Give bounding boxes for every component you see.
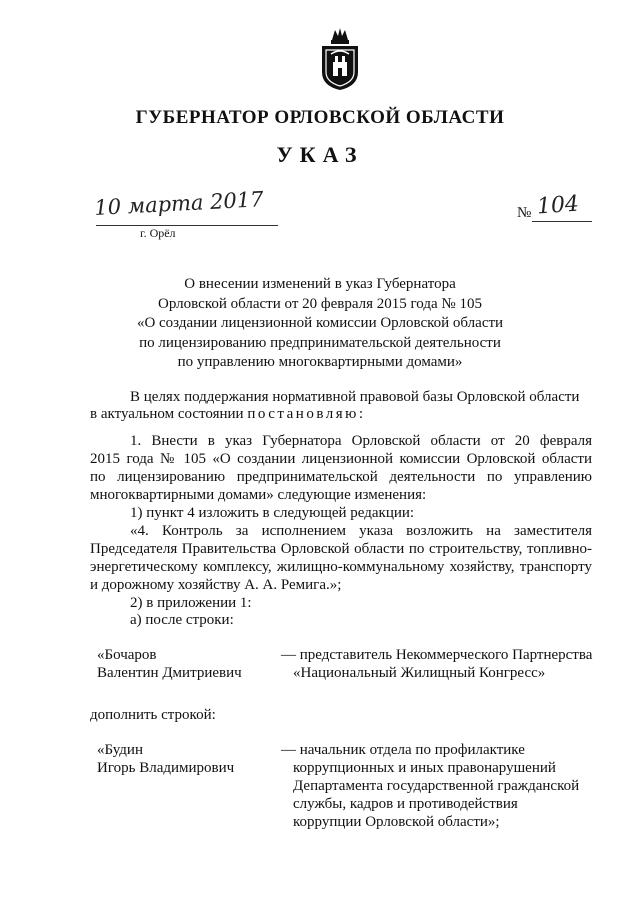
coat-of-arms-emblem (318, 26, 362, 92)
quote-line: и дорожному хозяйству А. А. Ремига.»; (90, 577, 342, 593)
resolve-word: постановляю (247, 406, 359, 422)
subitem-2a: а) после строки: (130, 612, 234, 628)
quote-line: «4. Контроль за исполнением указа возложить на заместителя (130, 523, 592, 539)
preamble-line (90, 405, 363, 423)
member-role: «Национальный Жилищный Конгресс» (293, 665, 546, 681)
item-line: 2015 года № 105 «О создании лицензионной комиссии Орловской области (90, 451, 592, 467)
subject-line: О внесении изменений в указ Губернатора (184, 276, 456, 292)
subject-line: «О создании лицензионной комиссии Орловской области (136, 315, 504, 332)
date-handwritten: 10 марта 2017 (93, 187, 265, 220)
preamble-text: в актуальном состоянии (90, 406, 248, 422)
member-role: коррупционных и иных правонарушений (293, 760, 556, 776)
number-underline (532, 221, 592, 222)
member-role: коррупции Орловской области»; (293, 814, 500, 830)
member-role: службы, кадров и противодействия (293, 796, 518, 812)
item-line: 1. Внести в указ Губернатора Орловской области от 20 февраля (130, 433, 592, 449)
member-role: — начальник отдела по профилактике (281, 742, 525, 758)
item-line: по лицензированию предпринимательской деятельности по управлению (90, 469, 592, 485)
issuer-title: ГУБЕРНАТОР ОРЛОВСКОЙ ОБЛАСТИ (135, 107, 505, 128)
add-row-label: дополнить строкой: (90, 707, 216, 723)
member-name: «Будин (97, 742, 143, 758)
subitem-2: 2) в приложении 1: (130, 595, 252, 611)
item-line: многоквартирными домами» следующие изменения: (90, 487, 427, 503)
member-name: Игорь Владимирович (97, 760, 235, 776)
subject-line: по лицензированию предпринимательской деятельности (139, 334, 501, 351)
member-role: Департамента государственной гражданской (293, 778, 580, 794)
preamble-colon: : (358, 406, 363, 422)
subitem-1: 1) пункт 4 изложить в следующей редакции: (130, 505, 415, 521)
city-label: г. Орёл (140, 226, 176, 240)
number-handwritten: 104 (536, 191, 580, 220)
document-type: УКАЗ (276, 142, 364, 167)
subject-line: Орловской области от 20 февраля 2015 года № 105 (158, 295, 482, 312)
quote-line: энергетическому комплексу, жилищно-коммунальному хозяйству, транспорту (90, 559, 592, 575)
member-name: «Бочаров (97, 647, 157, 663)
document-subject (90, 275, 550, 373)
number-label: № (517, 205, 532, 221)
date-underline (96, 225, 278, 226)
subject-line: по управлению многоквартирными домами» (177, 354, 463, 371)
member-role: — представитель Некоммерческого Партнерства (281, 647, 593, 663)
quote-line: Председателя Правительства Орловской области по строительству, топливно- (90, 541, 592, 557)
member-name: Валентин Дмитриевич (97, 665, 242, 681)
preamble-line: В целях поддержания нормативной правовой базы Орловской области (130, 389, 580, 405)
